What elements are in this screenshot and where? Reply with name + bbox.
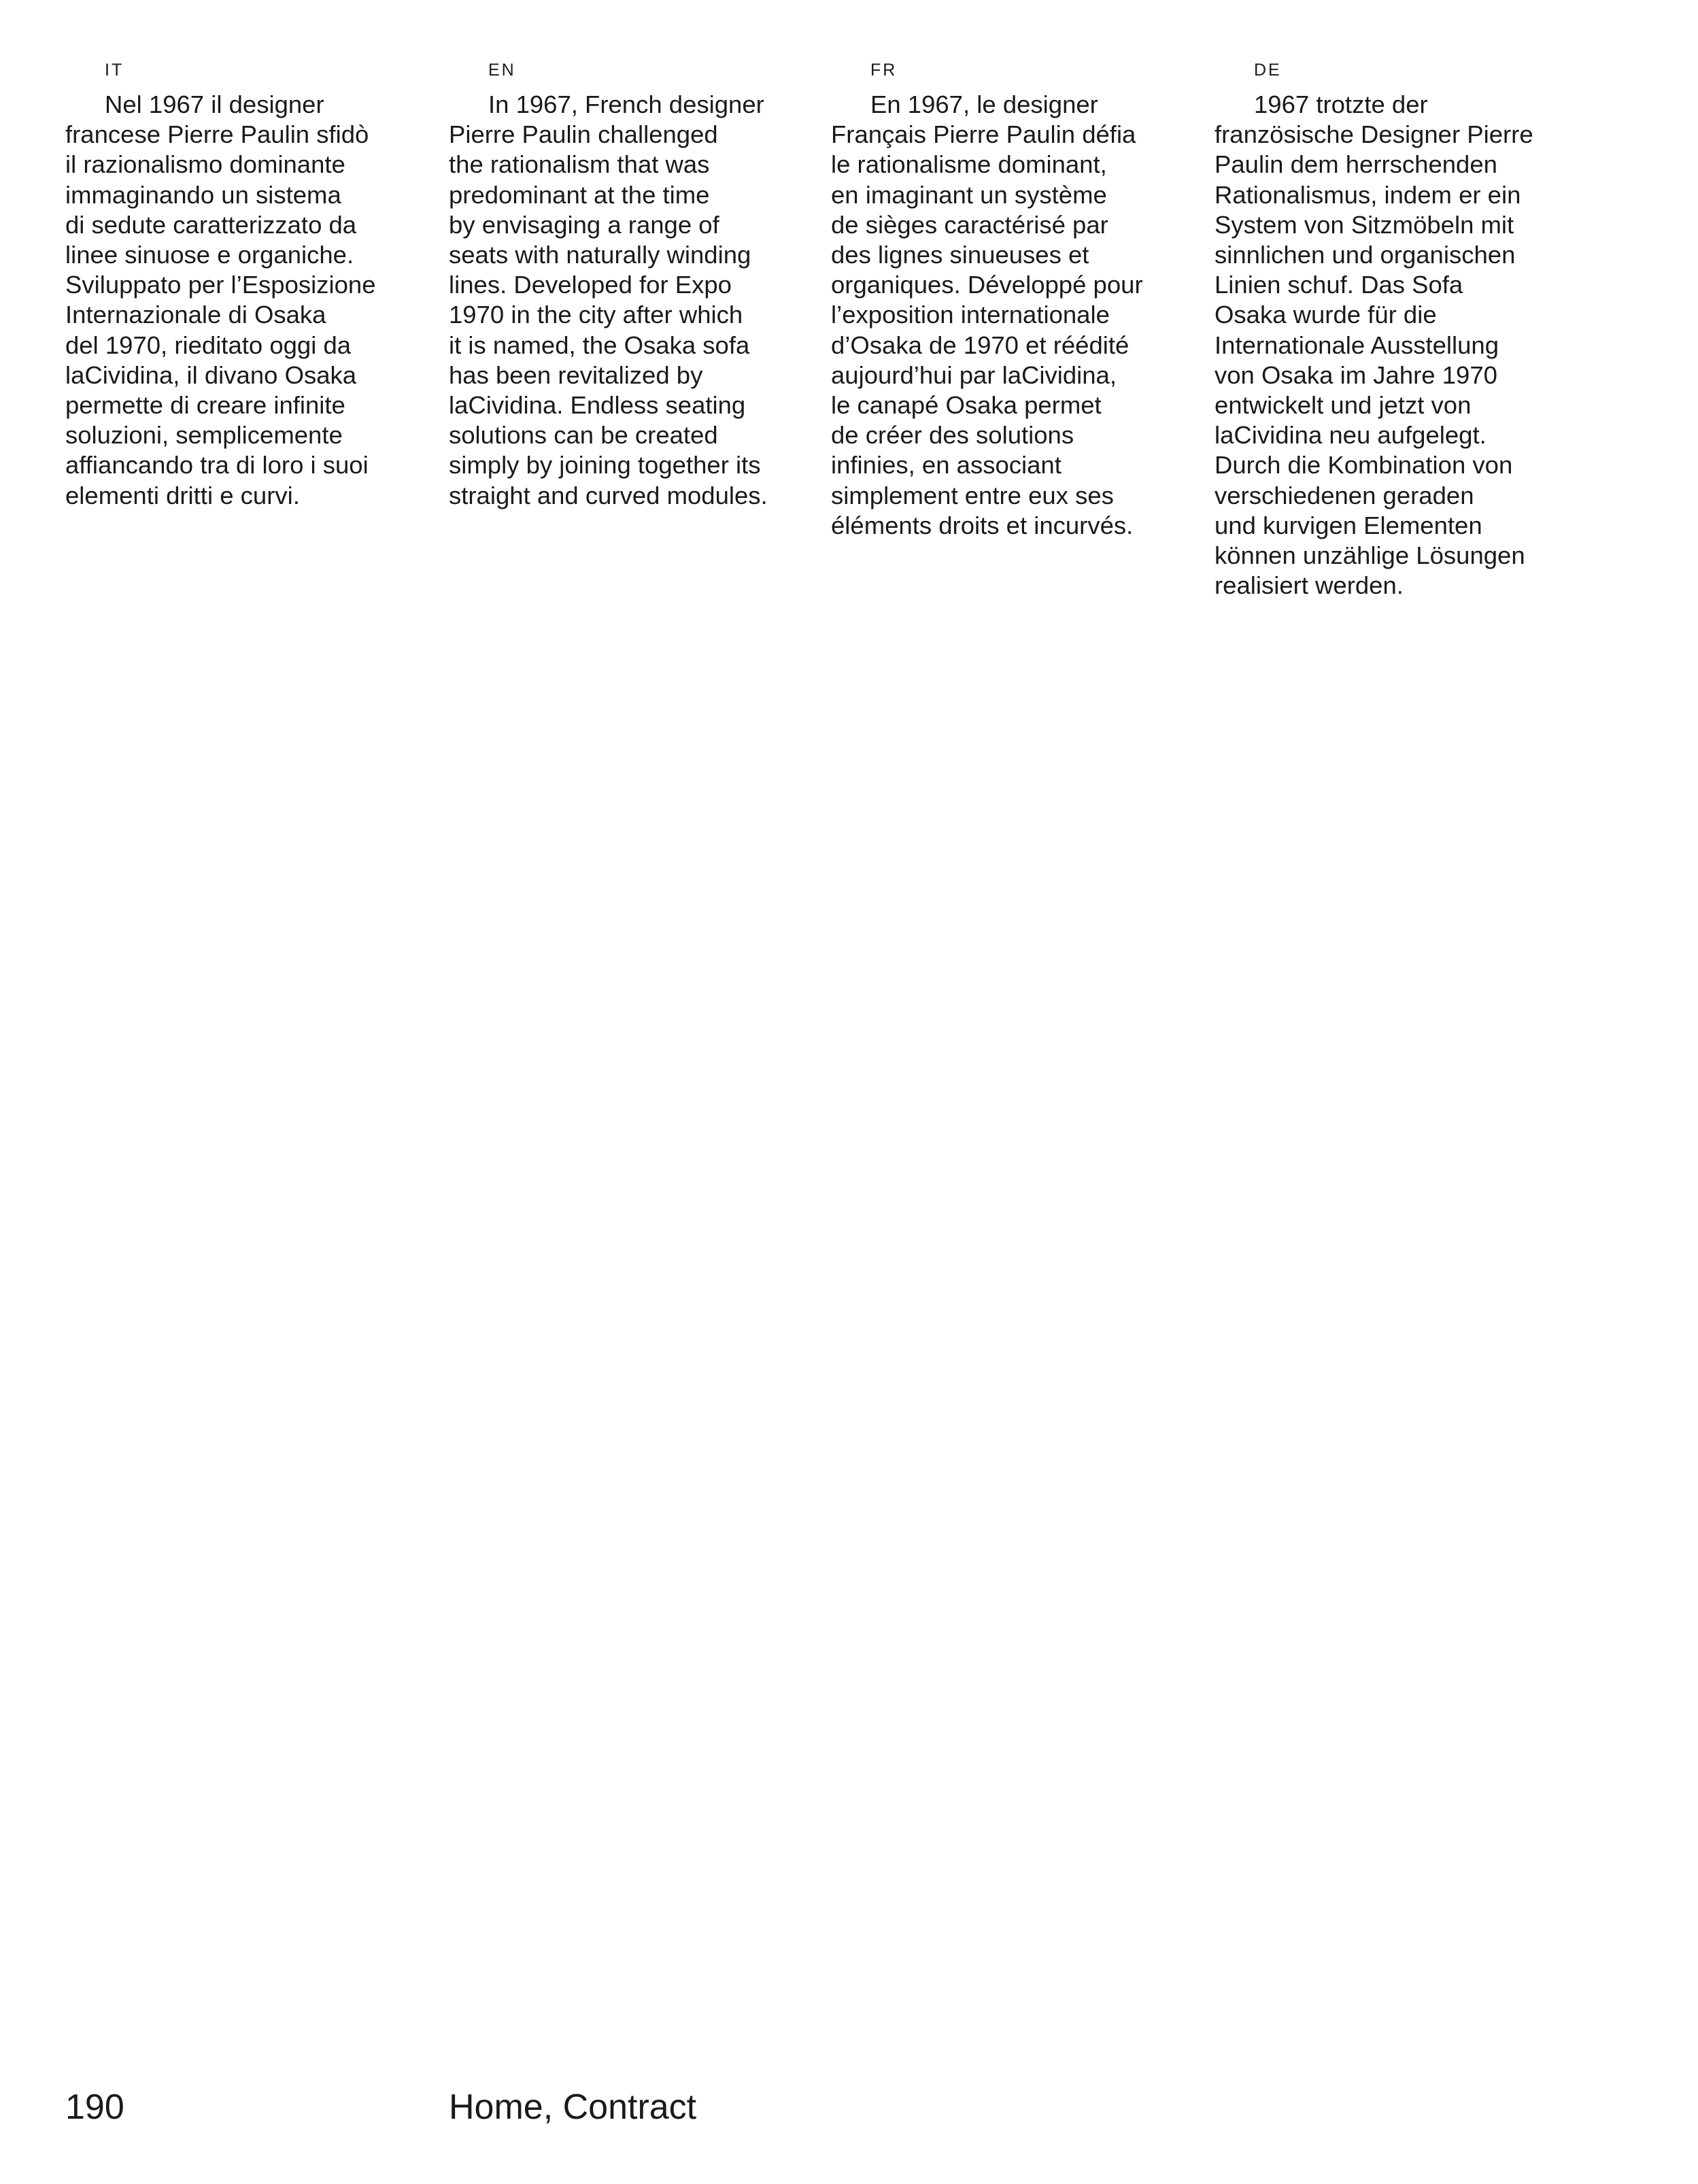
column-italian [65, 60, 426, 511]
language-label-en: EN [488, 61, 516, 80]
column-english [449, 60, 809, 511]
body-text-en: In 1967, French designer Pierre Paulin challenged the rationalism that was predominant at the time by envisaging a range of seats with naturally winding lines. Developed for Expo 1970 in the city after which it is named, the Osaka sofa has been revitalized by laCividina. Endless seating solutions can be created simply by joining together its straight and curved modules. [449, 90, 768, 509]
language-label-fr: FR [870, 61, 898, 80]
column-french [831, 60, 1191, 541]
column-german [1215, 60, 1575, 601]
body-text-fr: En 1967, le designer Français Pierre Paulin défia le rationalisme dominant, en imaginant un système de sièges caractérisé par des lignes sinueuses et organiques. Développé pour l’exposition internationale d’Osaka de 1970 et réédité aujourd’hui par laCividina, le canapé Osaka permet de créer des solutions infinies, en associant simplement entre eux ses éléments droits et incurvés. [831, 90, 1143, 539]
body-text-it: Nel 1967 il designer francese Pierre Paulin sfidò il razionalismo dominante immaginando un sistema di sedute caratterizzato da linee sinuose e organiche. Sviluppato per l’Esposizione Internazionale di Osaka del 1970, rieditato oggi da laCividina, il divano Osaka permette di creare infinite soluzioni, semplicemente affiancando tra di loro i suoi elementi dritti e curvi. [65, 90, 376, 509]
page-number: 190 [65, 2087, 124, 2127]
language-label-it: IT [105, 61, 124, 80]
body-text-de: 1967 trotzte der französische Designer Pierre Paulin dem herrschenden Rationalismus, indem er ein System von Sitzmöbeln mit sinnlichen und organischen Linien schuf. Das Sofa Osaka wurde für die Internationale Ausstellung von Osaka im Jahre 1970 entwickelt und jetzt von laCividina neu aufgelegt. Durch die Kombination von verschiedenen geraden und kurvigen Elementen können unzählige Lösungen realisiert werden. [1215, 90, 1533, 600]
section-title: Home, Contract [449, 2087, 697, 2127]
language-label-de: DE [1254, 61, 1282, 80]
